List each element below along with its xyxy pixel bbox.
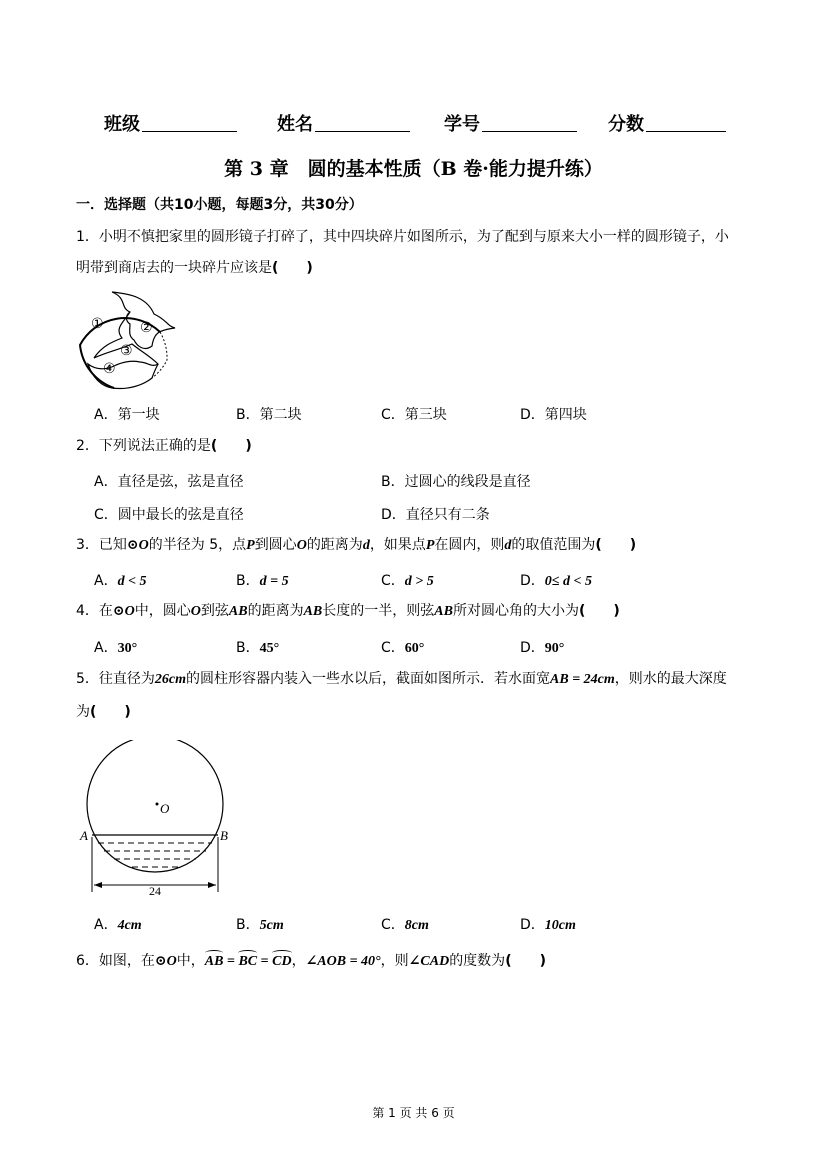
q4-option-a-math: 30°	[117, 641, 138, 656]
q3-text-1: 3．已知	[76, 537, 127, 553]
q3-option-b[interactable]	[236, 570, 289, 590]
q4-option-a[interactable]	[94, 637, 137, 657]
q5-option-c[interactable]	[381, 914, 429, 934]
q5-option-a-math: 4cm	[117, 918, 142, 933]
class-label: 班级	[104, 114, 140, 135]
page-title: 第 3 章 圆的基本性质（B 卷·能力提升练）	[224, 158, 603, 180]
q6-angle-aob: ∠AOB = 40°	[305, 954, 381, 969]
q3-option-a-math: d < 5	[117, 574, 147, 589]
q5-option-c-math: 8cm	[404, 918, 429, 933]
q4-option-b-math: 45°	[259, 641, 280, 656]
q3-option-c[interactable]	[381, 570, 434, 590]
q2-text: 2．下列说法正确的是	[76, 438, 211, 454]
q3-option-d[interactable]	[520, 570, 592, 590]
q4-chord-ab: AB	[228, 604, 248, 619]
q3-text-7: 的取值范围为	[511, 537, 596, 553]
q6-angle-cad: ∠CAD	[408, 954, 450, 969]
dim-label: 24	[149, 884, 161, 898]
q6-arc-bc: BC	[238, 954, 258, 969]
score-label: 分数	[608, 114, 644, 135]
q5-line1	[76, 670, 727, 689]
q6-arc-cd: CD	[272, 954, 292, 969]
q4-text-1: 4．在	[76, 603, 113, 619]
student-id-label: 学号	[444, 114, 480, 135]
piece-label-1: ①	[91, 316, 104, 332]
q3-text-5: ，如果点	[369, 537, 426, 553]
point-a-label: A	[80, 828, 88, 843]
q3-option-b-math: d = 5	[259, 574, 289, 589]
q4-text-2: 中，圆心	[134, 603, 191, 619]
class-blank[interactable]	[142, 113, 237, 132]
q4-text-4: 的距离为	[247, 603, 304, 619]
q5-option-d[interactable]	[520, 914, 576, 934]
q3-text-3: 到圆心	[254, 537, 297, 553]
q5-text-1: 5．往直径为	[76, 671, 155, 687]
q4-circle-o: ⊙O	[112, 604, 135, 619]
container-circle	[87, 740, 223, 872]
q5-option-a-letter: A．	[94, 917, 118, 933]
q4-answer-paren[interactable]: ( )	[578, 603, 620, 619]
q5-container-figure	[76, 740, 241, 900]
q4-chord-ab-2: AB	[303, 604, 323, 619]
name-blank[interactable]	[315, 113, 410, 132]
q4-option-b-letter: B．	[236, 640, 260, 656]
dim-arrow-right	[208, 882, 216, 888]
q5-water-width: AB = 24cm	[550, 672, 615, 687]
q1-mirror-figure	[72, 290, 182, 390]
q4-text-5: 长度的一半，则弦	[322, 603, 435, 619]
q6-text-3: ，	[291, 953, 306, 969]
q3-option-a[interactable]	[94, 570, 147, 590]
q5-option-b[interactable]	[236, 914, 284, 934]
q3-text-2: 的半径为 5，点	[148, 537, 247, 553]
q4-option-b[interactable]	[236, 637, 279, 657]
q5-line2	[76, 703, 131, 721]
q6-text-4: ，则	[380, 953, 409, 969]
q5-option-c-letter: C．	[381, 917, 405, 933]
piece-label-2: ②	[140, 320, 153, 336]
q2-option-b[interactable]: B．过圆心的线段是直径	[381, 474, 531, 490]
name-label: 姓名	[277, 114, 313, 135]
q5-option-d-letter: D．	[520, 917, 545, 933]
q3-option-b-letter: B．	[236, 573, 260, 589]
q4-option-d-math: 90°	[544, 641, 565, 656]
q4-text-3: 到弦	[200, 603, 229, 619]
section-heading: 一．选择题（共10小题，每题3分，共30分）	[76, 197, 363, 213]
q4-option-a-letter: A．	[94, 640, 118, 656]
center-point	[156, 803, 159, 806]
q6-text-1: 6．如图，在	[76, 953, 155, 969]
q4-option-c[interactable]	[381, 637, 424, 657]
q2-option-a[interactable]: A．直径是弦，弦是直径	[94, 474, 244, 490]
q5-text-3: ，则水的最大深度	[614, 671, 727, 687]
student-id-blank[interactable]	[482, 113, 577, 132]
q3-var-d-2: d	[504, 538, 512, 553]
q4-chord-ab-3: AB	[434, 604, 453, 619]
q4-option-d[interactable]	[520, 637, 564, 657]
q3-circle-o: ⊙O	[126, 538, 149, 553]
q3-var-d: d	[362, 538, 370, 553]
q4-option-c-math: 60°	[404, 641, 425, 656]
q4-question	[76, 602, 620, 621]
q1-option-d[interactable]: D．第四块	[520, 407, 587, 423]
q6-text-2: 中，	[176, 953, 205, 969]
q2-option-d[interactable]: D．直径只有二条	[381, 507, 490, 523]
q6-question	[76, 952, 546, 971]
q4-center-o: O	[190, 604, 201, 619]
q1-option-b[interactable]: B．第二块	[236, 407, 302, 423]
q6-answer-paren[interactable]: ( )	[505, 953, 546, 969]
piece-label-4: ④	[103, 361, 116, 377]
q6-eq-1: =	[223, 954, 239, 969]
q5-answer-paren[interactable]: ( )	[90, 704, 131, 720]
q1-answer-paren[interactable]: ( )	[272, 260, 313, 276]
dim-arrow-left	[94, 882, 102, 888]
q2-question	[76, 437, 252, 455]
q4-text-6: 所对圆心角的大小为	[452, 603, 579, 619]
q6-circle-o: ⊙O	[154, 954, 177, 969]
q3-text-6: 在圆内，则	[434, 537, 505, 553]
q3-option-d-letter: D．	[520, 573, 545, 589]
q5-option-b-letter: B．	[236, 917, 260, 933]
score-blank[interactable]	[646, 113, 726, 132]
page-footer: 第 1 页 共 6 页	[372, 1106, 455, 1120]
q3-option-c-math: d > 5	[404, 574, 434, 589]
q5-text-2: 的圆柱形容器内装入一些水以后，截面如图所示．若水面宽	[186, 671, 551, 687]
q3-question	[76, 536, 636, 555]
q5-diameter: 26cm	[154, 672, 187, 687]
q4-option-d-letter: D．	[520, 640, 545, 656]
q3-option-a-letter: A．	[94, 573, 118, 589]
q1-line2	[76, 259, 313, 277]
q1-text: 明带到商店去的一块碎片应该是	[76, 260, 272, 276]
q3-answer-paren[interactable]: ( )	[595, 537, 637, 553]
point-b-label: B	[220, 828, 228, 843]
q5-option-d-math: 10cm	[544, 918, 576, 933]
q5-text-4: 为	[76, 704, 90, 720]
q3-option-d-math: 0≤ d < 5	[544, 574, 592, 589]
q5-option-b-math: 5cm	[259, 918, 284, 933]
q3-text-4: 的距离为	[306, 537, 363, 553]
q2-answer-paren[interactable]: ( )	[210, 438, 252, 454]
q5-option-a[interactable]	[94, 914, 142, 934]
piece-label-3: ③	[120, 343, 133, 359]
name-field[interactable]	[277, 110, 410, 136]
q3-center-o: O	[296, 538, 307, 553]
center-label: O	[160, 801, 170, 816]
piece-4-border	[88, 364, 158, 389]
q3-option-c-letter: C．	[381, 573, 405, 589]
q3-point-p-2: P	[425, 538, 435, 553]
score-field[interactable]	[608, 110, 726, 136]
q1-option-a[interactable]: A．第一块	[94, 407, 160, 423]
q2-option-c[interactable]: C．圆中最长的弦是直径	[94, 507, 244, 523]
class-field[interactable]	[104, 110, 237, 136]
q6-eq-2: =	[257, 954, 273, 969]
q6-arc-ab: AB	[204, 954, 224, 969]
q4-option-c-letter: C．	[381, 640, 405, 656]
q1-option-c[interactable]: C．第三块	[381, 407, 447, 423]
q6-text-5: 的度数为	[449, 953, 506, 969]
student-id-field[interactable]	[444, 110, 577, 136]
q1-line1: 1．小明不慎把家里的圆形镜子打碎了，其中四块碎片如图所示，为了配到与原来大小一样的圆形镜子，小	[76, 229, 729, 245]
q3-point-p: P	[246, 538, 255, 553]
